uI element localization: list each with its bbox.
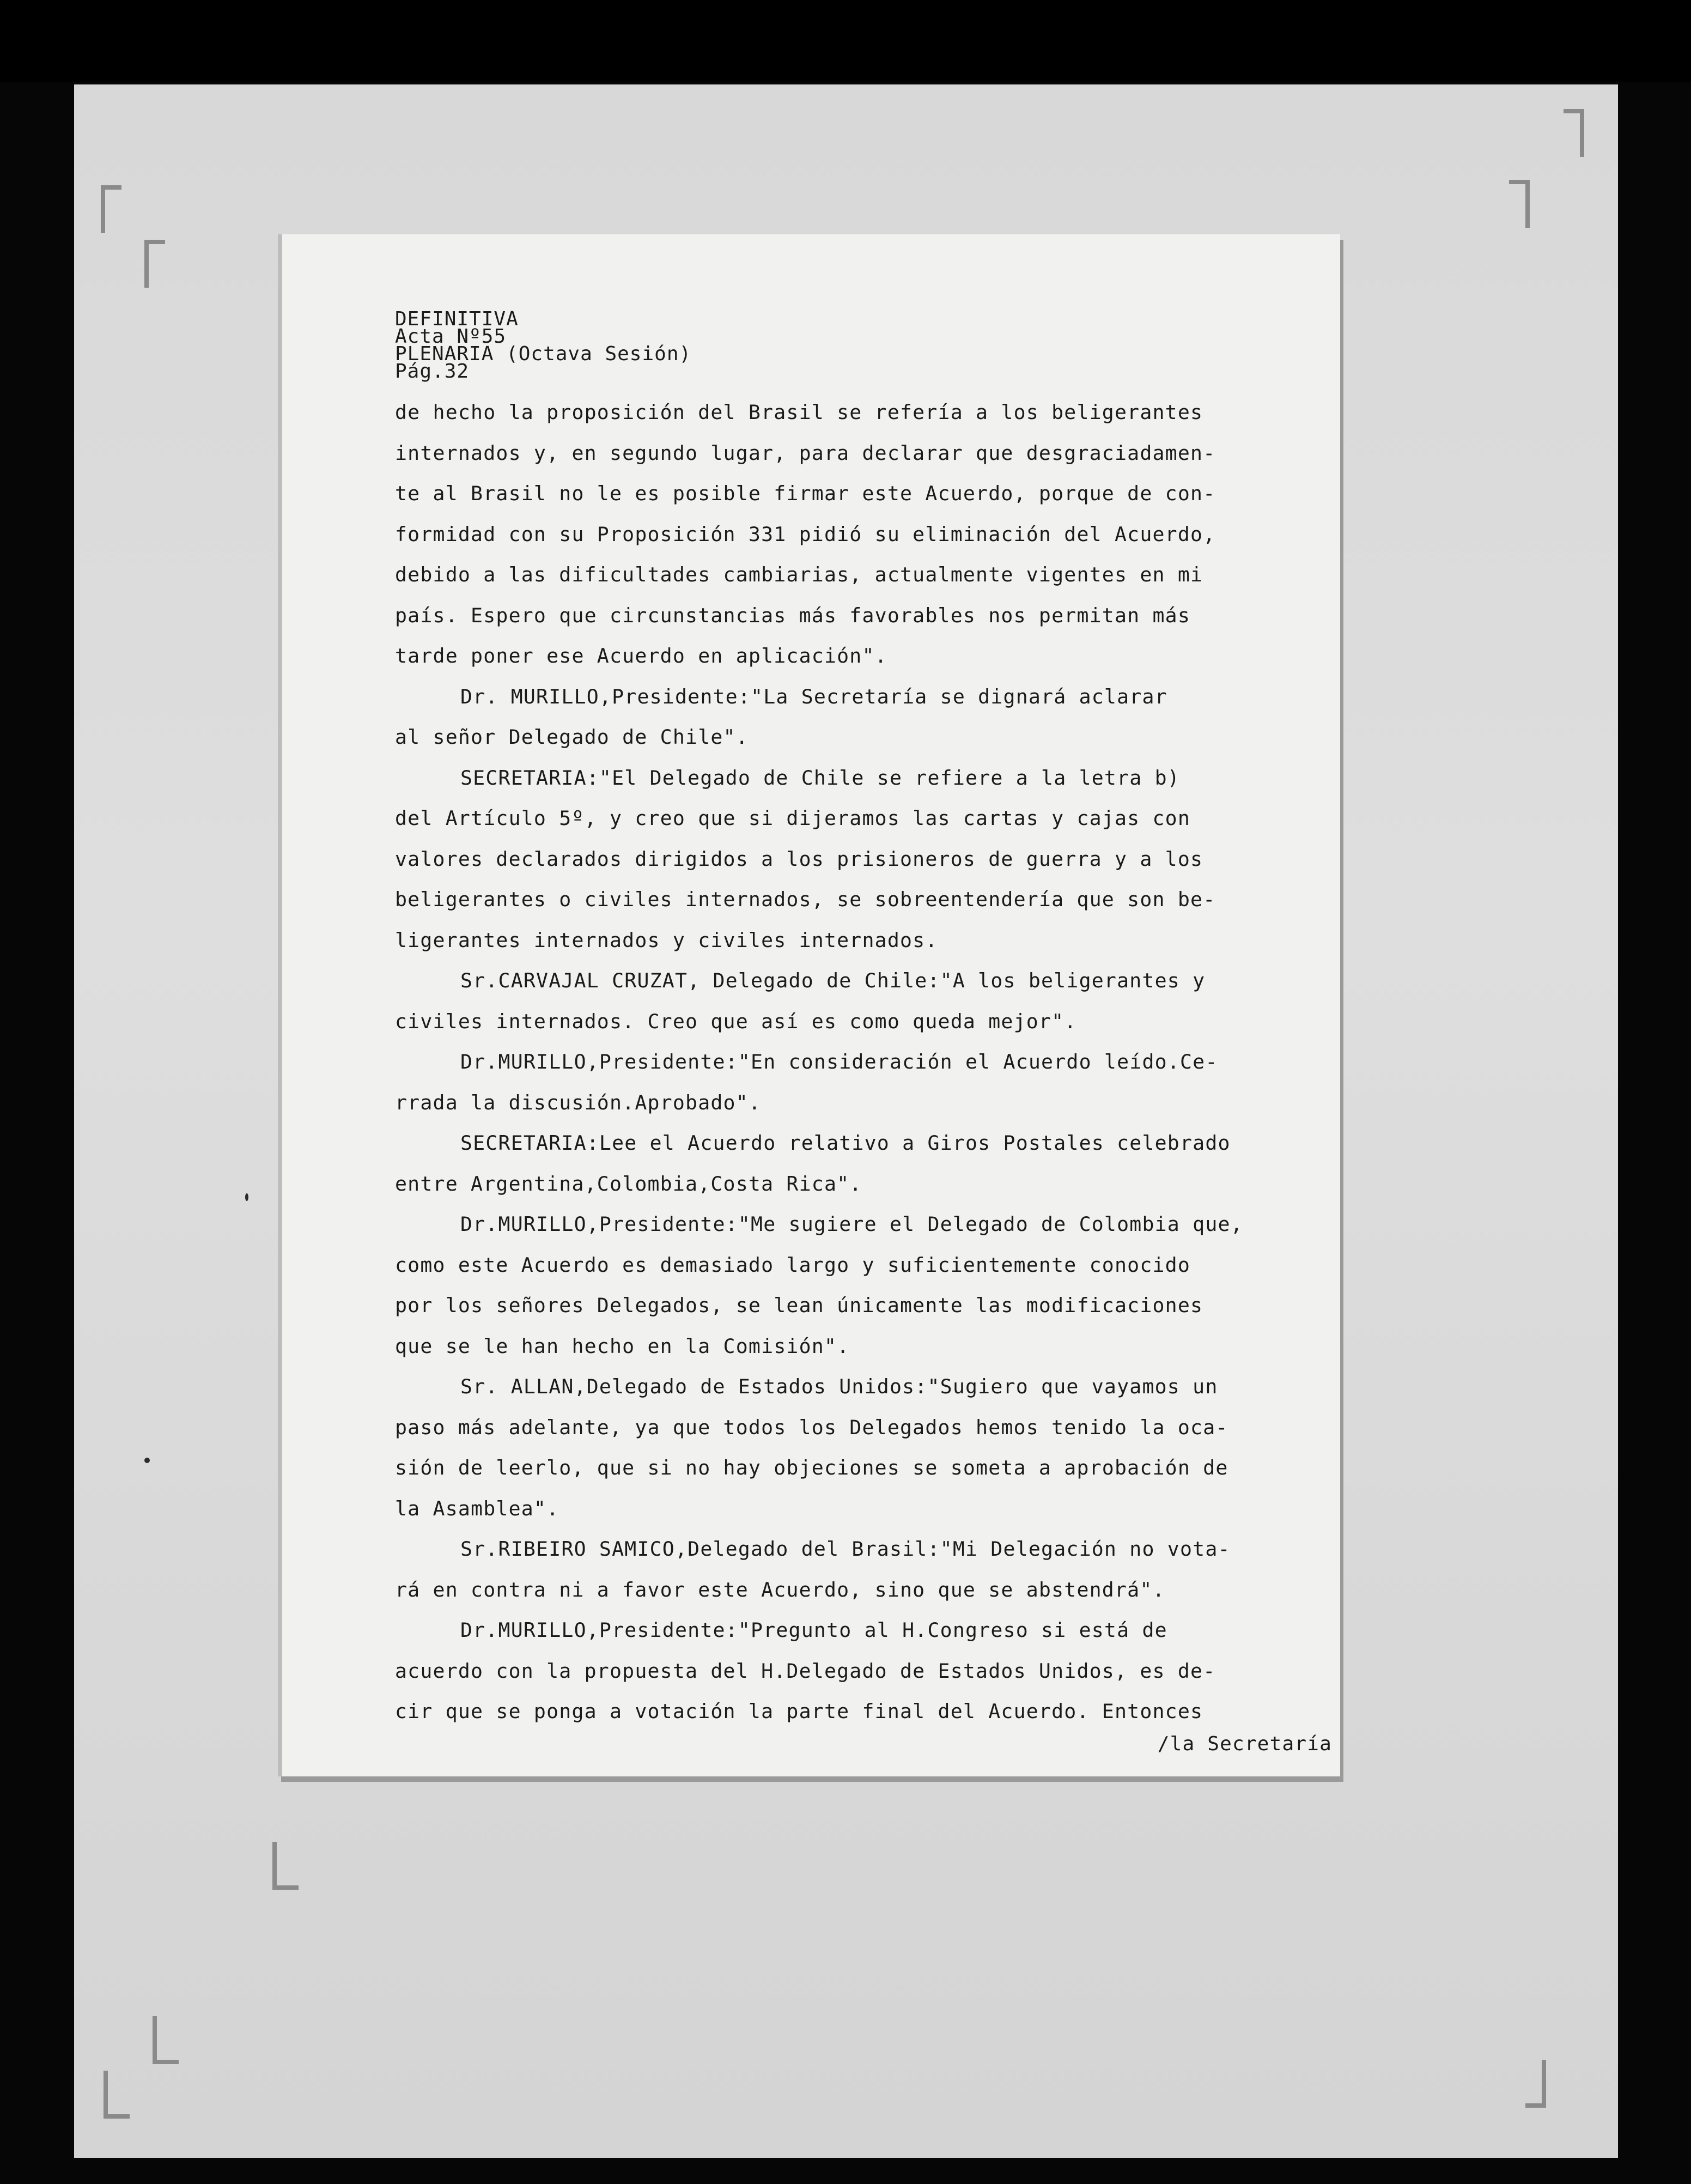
text-line: te al Brasil no le es posible firmar este Acuerdo, porque de con- xyxy=(395,482,1216,505)
text-line: como este Acuerdo es demasiado largo y suficientemente conocido xyxy=(395,1253,1191,1277)
continuation-catchword: /la Secretaría xyxy=(1157,1732,1332,1755)
text-line: Dr.MURILLO,Presidente:"En consideración el Acuerdo leído.Ce- xyxy=(460,1050,1218,1073)
text-line: formidad con su Proposición 331 pidió su eliminación del Acuerdo, xyxy=(395,522,1216,546)
page-edge xyxy=(278,234,282,1776)
text-line: entre Argentina,Colombia,Costa Rica". xyxy=(395,1172,862,1196)
document-header xyxy=(395,308,1321,383)
text-line: SECRETARIA:Lee el Acuerdo relativo a Giros Postales celebrado xyxy=(460,1131,1231,1155)
text-line: Sr.RIBEIRO SAMICO,Delegado del Brasil:"Mi Delegación no vota- xyxy=(460,1537,1231,1561)
film-speck xyxy=(245,1193,248,1201)
text-line: cir que se ponga a votación la parte final del Acuerdo. Entonces xyxy=(395,1700,1203,1723)
document-body xyxy=(395,392,1321,1732)
text-line: acuerdo con la propuesta del H.Delegado de Estados Unidos, es de- xyxy=(395,1659,1216,1683)
text-line: sión de leerlo, que si no hay objeciones se someta a aprobación de xyxy=(395,1456,1228,1479)
text-line: beligerantes o civiles internados, se sobreentendería que son be- xyxy=(395,888,1216,911)
corner-mark xyxy=(1509,180,1530,228)
header-acta: Acta Nº55 xyxy=(395,325,507,348)
corner-mark xyxy=(101,185,121,233)
header-status: DEFINITIVA xyxy=(395,308,519,330)
text-line: Sr. ALLAN,Delegado de Estados Unidos:"Sugiero que vayamos un xyxy=(460,1375,1218,1398)
header-page: Pág.32 xyxy=(395,360,470,383)
text-line: civiles internados. Creo que así es como queda mejor". xyxy=(395,1009,1077,1033)
text-line: que se le han hecho en la Comisión". xyxy=(395,1334,850,1358)
text-line: Dr.MURILLO,Presidente:"Pregunto al H.Congreso si está de xyxy=(460,1618,1167,1642)
corner-mark xyxy=(153,2016,179,2064)
document-text xyxy=(395,308,1332,1756)
text-line: SECRETARIA:"El Delegado de Chile se refiere a la letra b) xyxy=(460,766,1180,790)
text-line: Dr. MURILLO,Presidente:"La Secretaría se dignará aclarar xyxy=(460,684,1167,708)
film-speck xyxy=(144,1458,150,1463)
text-line: tarde poner ese Acuerdo en aplicación". xyxy=(395,644,887,668)
corner-mark xyxy=(104,2071,130,2119)
header-session: PLENARIA (Octava Sesión) xyxy=(395,343,692,365)
text-line: del Artículo 5º, y creo que si dijeramos las cartas y cajas con xyxy=(395,806,1191,830)
corner-mark xyxy=(144,240,165,288)
corner-mark xyxy=(1564,109,1584,157)
text-line: internados y, en segundo lugar, para declarar que desgraciadamen- xyxy=(395,441,1216,465)
corner-mark xyxy=(272,1842,299,1890)
text-line: valores declarados dirigidos a los prisioneros de guerra y a los xyxy=(395,847,1203,871)
text-line: rrada la discusión.Aprobado". xyxy=(395,1090,762,1114)
text-line: de hecho la proposición del Brasil se refería a los beligerantes xyxy=(395,401,1203,424)
corner-mark xyxy=(1525,2060,1546,2108)
text-line: por los señores Delegados, se lean únicamente las modificaciones xyxy=(395,1294,1203,1317)
text-line: debido a las dificultades cambiarias, actualmente vigentes en mi xyxy=(395,563,1203,586)
text-line: paso más adelante, ya que todos los Delegados hemos tenido la oca- xyxy=(395,1415,1228,1439)
text-line: rá en contra ni a favor este Acuerdo, sino que se abstendrá". xyxy=(395,1578,1165,1601)
text-line: Sr.CARVAJAL CRUZAT, Delegado de Chile:"A los beligerantes y xyxy=(460,969,1206,992)
document-page xyxy=(278,234,1340,1776)
text-line: la Asamblea". xyxy=(395,1496,559,1520)
text-line: país. Espero que circunstancias más favorables nos permitan más xyxy=(395,603,1191,627)
text-line: ligerantes internados y civiles internados. xyxy=(395,928,938,952)
text-line: Dr.MURILLO,Presidente:"Me sugiere el Delegado de Colombia que, xyxy=(460,1212,1243,1236)
text-line: al señor Delegado de Chile". xyxy=(395,725,749,749)
film-border-top xyxy=(0,0,1691,82)
